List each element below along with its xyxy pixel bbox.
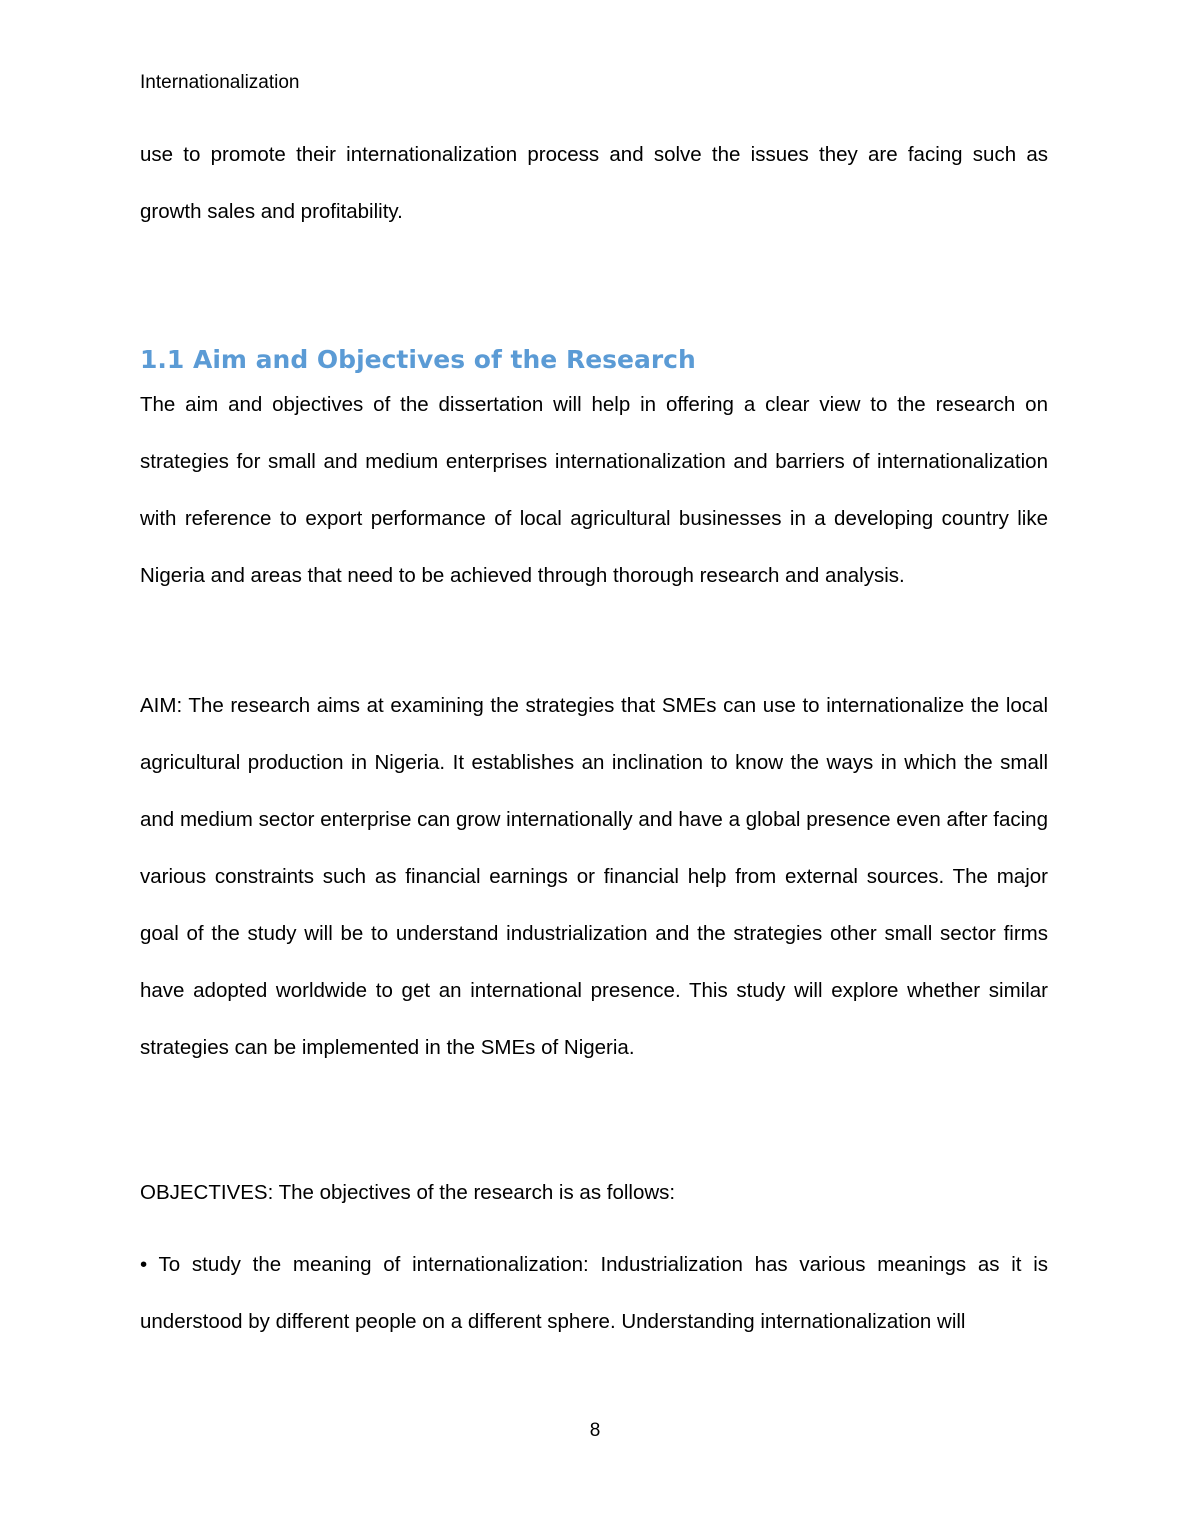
aim-objectives-paragraph: The aim and objectives of the dissertation will help in offering a clear view to the research on strategies for small and medium enterprises internationalization and barriers of internationalization with reference to export performance of local agricultural businesses in a developing country like Nigeria and areas that need to be achieved through thorough research and analysis. [140,393,1048,587]
aim-paragraph: AIM: The research aims at examining the strategies that SMEs can use to internationalize the local agricultural production in Nigeria. It establishes an inclination to know the ways in which the small and medium sector enterprise can grow internationally and have a global presence even after facing various constraints such as financial earnings or financial help from external sources. The major goal of the study will be to understand industrialization and the strategies other small sector firms have adopted worldwide to get an international presence. This study will explore whether similar strategies can be implemented in the SMEs of Nigeria. [140,694,1048,1059]
page-number: 8 [589,1420,601,1441]
objectives-intro-paragraph: OBJECTIVES: The objectives of the research is as follows: [140,1181,676,1204]
objective-bullet-item: • To study the meaning of internationalization: Industrialization has various meanings as it is understood by different people on a different sphere. Understanding internationalization will [140,1253,1048,1333]
section-heading: 1.1 Aim and Objectives of the Research [140,345,696,374]
running-header: Internationalization [140,72,300,93]
intro-paragraph: use to promote their internationalization process and solve the issues they are facing such as growth sales and profitability. [140,143,1048,223]
